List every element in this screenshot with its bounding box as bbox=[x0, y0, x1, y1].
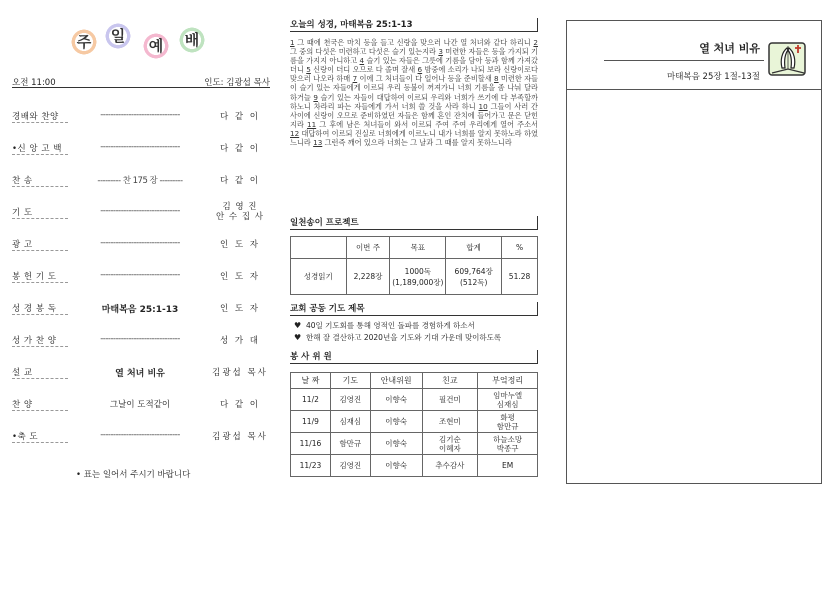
verse-text: 그런즉 깨어 있으라 너희는 그 날과 그 때를 알지 못하느니라 bbox=[322, 138, 512, 148]
prayer-item: ♥ 한해 잘 결산하고 2020년을 기도와 기대 가운데 맞이하도록 bbox=[294, 333, 502, 342]
table-cell: 추수감사 bbox=[422, 455, 478, 477]
sermon-panel bbox=[566, 20, 822, 484]
order-content: ------------------------------- bbox=[100, 430, 180, 440]
table-header: % bbox=[502, 237, 538, 259]
table-header: 부엌정리 bbox=[478, 373, 538, 389]
order-item bbox=[12, 270, 270, 286]
table-header: 날 짜 bbox=[291, 373, 331, 389]
label-underline bbox=[12, 442, 68, 443]
verse-text: 그 후에 남은 처녀들이 와서 이르되 주여 주여 우리에게 열어 주소서 bbox=[316, 119, 538, 129]
verse-text: 신랑이 더디 오므로 다 졸며 잘새 bbox=[310, 65, 418, 75]
order-item bbox=[12, 334, 270, 350]
table-cell bbox=[446, 259, 502, 295]
order-item bbox=[12, 302, 270, 318]
table-cell bbox=[390, 259, 446, 295]
table-cell: 필건미 bbox=[422, 389, 478, 411]
table-cell: 11/2 bbox=[291, 389, 331, 411]
table-cell: 이향숙 bbox=[370, 433, 422, 455]
table-header: 기도 bbox=[330, 373, 370, 389]
order-person bbox=[210, 302, 270, 314]
table-header: 이번 주 bbox=[346, 237, 390, 259]
order-person bbox=[210, 238, 270, 250]
prayer-heading: 교회 공동 기도 제목 bbox=[290, 302, 538, 316]
table-cell: 심재심 bbox=[330, 411, 370, 433]
order-label: 성 경 봉 독 bbox=[12, 304, 57, 314]
service-title bbox=[62, 22, 222, 62]
label-underline bbox=[12, 282, 68, 283]
label-underline bbox=[12, 186, 68, 187]
order-person-name: 인 도 자 bbox=[219, 272, 261, 282]
verse-text: 슬기 있는 자들은 그릇에 기름을 담아 등과 함께 가져갔더니 bbox=[290, 56, 538, 75]
table-cell: 이향숙 bbox=[370, 455, 422, 477]
verse-text: 그 때에 천국은 마치 등을 들고 신랑을 맞으러 나간 열 처녀와 같다 하리니 bbox=[294, 38, 534, 47]
order-item bbox=[12, 430, 270, 446]
label-underline bbox=[12, 250, 68, 251]
project-table bbox=[290, 236, 538, 295]
table-cell: 이향숙 bbox=[370, 411, 422, 433]
table-cell: 이향숙 bbox=[370, 389, 422, 411]
order-person-title: 안 수 집 사 bbox=[216, 212, 264, 222]
table-cell: 함만규 bbox=[330, 433, 370, 455]
label-underline bbox=[12, 314, 68, 315]
verse-number: 12 bbox=[290, 128, 300, 138]
table-cell: 51.28 bbox=[502, 259, 538, 295]
table-row bbox=[291, 237, 538, 259]
prayer-item: ♥ 40일 기도회를 통해 영적인 돌파를 경험하게 하소서 bbox=[294, 321, 475, 330]
order-content: ------------------------------- bbox=[100, 334, 180, 344]
title-char: 배 bbox=[178, 26, 206, 54]
order-item bbox=[12, 174, 270, 190]
order-person bbox=[210, 202, 270, 222]
project-heading: 일천송이 프로젝트 bbox=[290, 216, 538, 230]
order-label: 광 고 bbox=[12, 240, 33, 250]
scripture-heading: 오늘의 성경, 마태복음 25:1-13 bbox=[290, 18, 538, 32]
order-content: ------------------------------- bbox=[100, 142, 180, 152]
order-content: --------- 찬 175 장 --------- bbox=[97, 176, 183, 186]
order-person-name: 김광섭 목사 bbox=[212, 368, 268, 378]
order-item bbox=[12, 110, 270, 126]
order-item bbox=[12, 366, 270, 382]
panel-divider bbox=[567, 89, 821, 90]
service-leader: 인도: 김광섭 목사 bbox=[204, 78, 270, 88]
table-row bbox=[291, 411, 538, 433]
order-person bbox=[210, 174, 270, 186]
table-cell: 조현미 bbox=[422, 411, 478, 433]
order-person-name: 다 같 이 bbox=[219, 176, 261, 186]
order-content: 그날이 도적같이 bbox=[109, 400, 171, 410]
duty-heading: 봉 사 위 원 bbox=[290, 350, 538, 364]
order-label: 성 가 찬 양 bbox=[12, 336, 57, 346]
service-info bbox=[12, 76, 270, 88]
order-label: 찬 송 bbox=[12, 176, 33, 186]
order-person-name: 다 같 이 bbox=[219, 112, 261, 122]
order-item bbox=[12, 398, 270, 414]
label-underline bbox=[12, 378, 68, 379]
verse-number: 3 bbox=[438, 47, 443, 57]
verse-number: 11 bbox=[307, 119, 317, 129]
label-underline bbox=[12, 346, 68, 347]
order-label: 경배와 찬양 bbox=[12, 112, 59, 122]
order-content: ------------------------------- bbox=[100, 270, 180, 280]
sermon-title: 열 처녀 비유 bbox=[699, 42, 760, 55]
total-chapters: 609,764장 bbox=[454, 266, 493, 276]
order-person-name: 다 같 이 bbox=[219, 400, 261, 410]
order-label: 찬 양 bbox=[12, 400, 33, 410]
target-chapters: (1,189,000장) bbox=[392, 277, 444, 287]
heart-icon: ♥ bbox=[294, 321, 302, 330]
verse-text: 미련한 자들은 등을 가지되 기름을 가지지 아니하고 bbox=[290, 47, 538, 66]
table-row bbox=[291, 433, 538, 455]
heart-icon: ♥ bbox=[294, 333, 302, 342]
table-cell: 화평 함만규 bbox=[478, 411, 538, 433]
table-row bbox=[291, 259, 538, 295]
verse-text: 밤중에 소리가 나되 보라 신랑이로다 맞으러 나오라 하매 bbox=[290, 65, 538, 84]
order-content: 마태복음 25:1-13 bbox=[101, 305, 179, 315]
table-cell: 하늘소망 박종구 bbox=[478, 433, 538, 455]
verse-number: 1 bbox=[290, 38, 295, 47]
table-cell: 11/9 bbox=[291, 411, 331, 433]
order-label: 기 도 bbox=[12, 208, 33, 218]
service-time: 오전 11:00 bbox=[12, 78, 56, 88]
order-person-name: 다 같 이 bbox=[219, 144, 261, 154]
table-row bbox=[291, 389, 538, 411]
title-char: 주 bbox=[70, 28, 98, 56]
verse-text: 미련한 자들이 슬기 있는 자들에게 이르되 우리 등불이 꺼져가니 너희 기름을 좀 나눠 달라 하거늘 bbox=[290, 74, 538, 102]
verse-number: 5 bbox=[306, 65, 311, 75]
table-header: 친교 bbox=[422, 373, 478, 389]
order-label: •축 도 bbox=[12, 432, 39, 442]
order-person-name: 인 도 자 bbox=[219, 240, 261, 250]
label-underline bbox=[12, 218, 68, 219]
table-cell: 성경읽기 bbox=[291, 259, 347, 295]
verse-number: 4 bbox=[359, 56, 365, 66]
title-char: 일 bbox=[104, 22, 132, 50]
order-content: ------------------------------- bbox=[100, 238, 180, 248]
order-label: 봉 헌 기 도 bbox=[12, 272, 57, 282]
order-content: ------------------------------- bbox=[100, 206, 180, 216]
order-person bbox=[210, 398, 270, 410]
table-row bbox=[291, 373, 538, 389]
table-row bbox=[291, 455, 538, 477]
praying-hands-bible-icon bbox=[768, 40, 808, 78]
order-label: 설 교 bbox=[12, 368, 33, 378]
table-header: 합계 bbox=[446, 237, 502, 259]
table-cell: 11/23 bbox=[291, 455, 331, 477]
table-cell: 임마누엘 심재심 bbox=[478, 389, 538, 411]
verse-number: 9 bbox=[313, 92, 318, 102]
order-item bbox=[12, 142, 270, 158]
verse-text: 그들이 사러 간 사이에 신랑이 오므로 준비하였던 자들은 함께 혼인 잔치에 들어가고 문은 닫힌지라 bbox=[290, 101, 538, 129]
order-person bbox=[210, 142, 270, 154]
table-cell: EM bbox=[478, 455, 538, 477]
table-header: 안내위원 bbox=[370, 373, 422, 389]
verse-number: 2 bbox=[533, 38, 538, 47]
verse-number: 8 bbox=[494, 74, 499, 84]
duty-table bbox=[290, 372, 538, 477]
order-person bbox=[210, 270, 270, 282]
table-cell: 김영진 bbox=[330, 389, 370, 411]
verse-number: 10 bbox=[478, 101, 488, 111]
label-underline bbox=[12, 122, 68, 123]
verse-text: 이에 그 처녀들이 다 일어나 등을 준비할새 bbox=[357, 74, 494, 84]
order-person-name: 김광섭 목사 bbox=[212, 432, 268, 442]
scripture-text bbox=[290, 38, 538, 147]
order-person bbox=[210, 334, 270, 346]
table-cell: 김기순 이혜자 bbox=[422, 433, 478, 455]
table-cell: 2,228장 bbox=[346, 259, 390, 295]
order-item bbox=[12, 202, 270, 222]
sermon-title-rule bbox=[604, 60, 764, 61]
standing-note: • 표는 일어서 주시기 바랍니다 bbox=[76, 470, 191, 480]
total-books: (512독) bbox=[459, 277, 488, 287]
sermon-reference: 마태복음 25장 1절-13절 bbox=[667, 72, 760, 82]
order-person bbox=[210, 366, 270, 378]
verse-text: 대답하여 이르되 진실로 너희에게 이르노니 내가 너희를 알지 못하노라 하였느니라 bbox=[290, 128, 538, 148]
table-cell: 11/16 bbox=[291, 433, 331, 455]
order-person bbox=[210, 110, 270, 122]
verse-text: 슬기 있는 자들이 대답하여 이르되 우리와 너희가 쓰기에 다 부족할까 하노니 차라리 파는 자들에게 가서 너희 쓸 것을 사라 하니 bbox=[290, 92, 538, 111]
order-content: 열 처녀 비유 bbox=[115, 369, 165, 379]
order-content: ------------------------------- bbox=[100, 110, 180, 120]
label-underline bbox=[12, 154, 68, 155]
order-person-name: 인 도 자 bbox=[219, 304, 261, 314]
table-cell: 김영진 bbox=[330, 455, 370, 477]
order-label: •신 앙 고 백 bbox=[12, 144, 62, 154]
order-person-name: 성 가 대 bbox=[219, 336, 261, 346]
order-item bbox=[12, 238, 270, 254]
target-books: 1000독 bbox=[404, 266, 432, 276]
order-person-name: 김 영 진 bbox=[222, 202, 258, 212]
title-char: 예 bbox=[142, 32, 170, 60]
verse-text: 그 중의 다섯은 미련하고 다섯은 슬기 있는지라 bbox=[290, 47, 439, 57]
table-header bbox=[291, 237, 347, 259]
verse-number: 13 bbox=[313, 138, 323, 148]
label-underline bbox=[12, 410, 68, 411]
verse-number: 6 bbox=[417, 65, 423, 75]
table-header: 목표 bbox=[390, 237, 446, 259]
verse-number: 7 bbox=[352, 74, 358, 84]
order-person bbox=[210, 430, 270, 442]
